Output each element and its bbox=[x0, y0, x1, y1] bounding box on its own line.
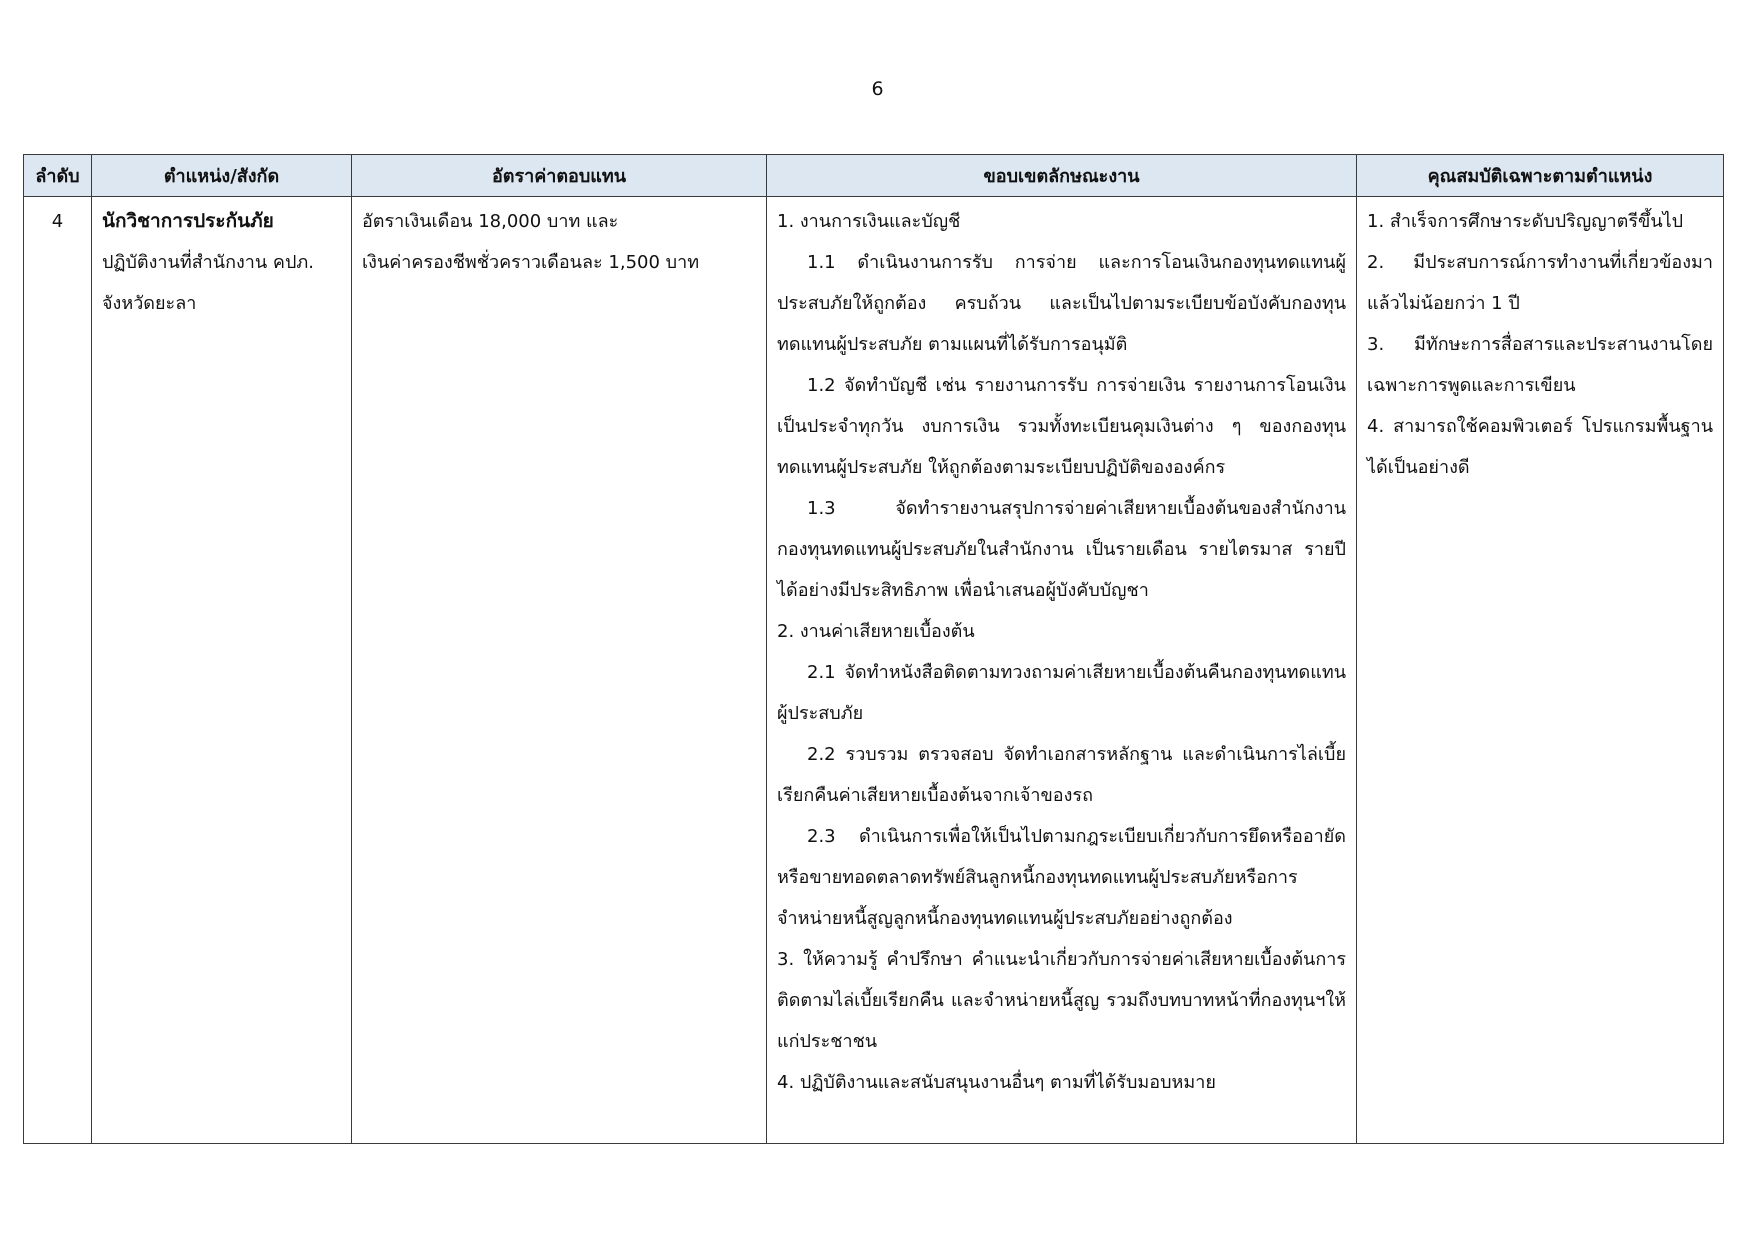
scope-item-2-3: 2.3 ดำเนินการเพื่อให้เป็นไปตามกฎระเบียบเกี่ยวกับการยึดหรืออายัดหรือขายทอดตลาดทรัพย์สินลูกหนี้กองทุนทดแทนผู้ประสบภัยหรือการจำหน่ายหนี้สูญลูกหนี้กองทุนทดแทนผู้ประสบภัยอย่างถูกต้อง bbox=[777, 826, 1346, 929]
header-qualifications: คุณสมบัติเฉพาะตามตำแหน่ง bbox=[1357, 155, 1724, 197]
job-table bbox=[23, 154, 1724, 1144]
qualification-2: 2. มีประสบการณ์การทำงานที่เกี่ยวข้องมาแล้วไม่น้อยกว่า 1 ปี bbox=[1367, 252, 1713, 314]
qualification-4: 4. สามารถใช้คอมพิวเตอร์ โปรแกรมพื้นฐาน ได้เป็นอย่างดี bbox=[1367, 416, 1713, 478]
qualification-1: 1. สำเร็จการศึกษาระดับปริญญาตรีขึ้นไป bbox=[1367, 211, 1684, 232]
scope-item-4: 4. ปฏิบัติงานและสนับสนุนงานอื่นๆ ตามที่ได้รับมอบหมาย bbox=[777, 1072, 1216, 1093]
qualification-3: 3. มีทักษะการสื่อสารและประสานงานโดยเฉพาะการพูดและการเขียน bbox=[1367, 334, 1713, 396]
position-province: จังหวัดยะลา bbox=[102, 293, 197, 314]
position-title: นักวิชาการประกันภัย bbox=[102, 210, 274, 232]
scope-item-2: 2. งานค่าเสียหายเบื้องต้น bbox=[777, 621, 975, 642]
row-number: 4 bbox=[24, 197, 92, 1144]
rate-cell bbox=[352, 197, 767, 1144]
scope-item-2-2: 2.2 รวบรวม ตรวจสอบ จัดทำเอกสารหลักฐาน และดำเนินการไล่เบี้ยเรียกคืนค่าเสียหายเบื้องต้นจากเจ้าของรถ bbox=[777, 744, 1346, 806]
table-header-row bbox=[24, 155, 1724, 197]
scope-item-1-2: 1.2 จัดทำบัญชี เช่น รายงานการรับ การจ่ายเงิน รายงานการโอนเงินเป็นประจำทุกวัน งบการเงิน รวมทั้งทะเบียนคุมเงินต่าง ๆ ของกองทุนทดแทนผู้ประสบภัย ให้ถูกต้องตามระเบียบปฏิบัติขององค์กร bbox=[777, 375, 1346, 478]
header-scope: ขอบเขตลักษณะงาน bbox=[767, 155, 1357, 197]
rate-allowance: เงินค่าครองชีพชั่วคราวเดือนละ 1,500 บาท bbox=[362, 252, 700, 273]
scope-item-1: 1. งานการเงินและบัญชี bbox=[777, 211, 961, 232]
header-rate: อัตราค่าตอบแทน bbox=[352, 155, 767, 197]
table-row bbox=[24, 197, 1724, 1144]
rate-salary: อัตราเงินเดือน 18,000 บาท และ bbox=[362, 211, 619, 232]
scope-cell bbox=[767, 197, 1357, 1144]
header-position: ตำแหน่ง/สังกัด bbox=[92, 155, 352, 197]
scope-item-3: 3. ให้ความรู้ คำปรึกษา คำแนะนำเกี่ยวกับการจ่ายค่าเสียหายเบื้องต้นการติดตามไล่เบี้ยเรียกคืน และจำหน่ายหนี้สูญ รวมถึงบทบาทหน้าที่กองทุนฯให้แก่ประชาชน bbox=[777, 949, 1346, 1052]
position-office: ปฏิบัติงานที่สำนักงาน คปภ. bbox=[102, 252, 314, 273]
scope-item-2-1: 2.1 จัดทำหนังสือติดตามทวงถามค่าเสียหายเบื้องต้นคืนกองทุนทดแทนผู้ประสบภัย bbox=[777, 662, 1346, 724]
scope-item-1-1: 1.1 ดำเนินงานการรับ การจ่าย และการโอนเงินกองทุนทดแทนผู้ประสบภัยให้ถูกต้อง ครบถ้วน และเป็นไปตามระเบียบข้อบังคับกองทุนทดแทนผู้ประสบภัย ตามแผนที่ได้รับการอนุมัติ bbox=[777, 252, 1346, 355]
qualifications-cell bbox=[1357, 197, 1724, 1144]
page-number: 6 bbox=[871, 78, 884, 100]
position-cell bbox=[92, 197, 352, 1144]
scope-item-1-3: 1.3 จัดทำรายงานสรุปการจ่ายค่าเสียหายเบื้องต้นของสำนักงานกองทุนทดแทนผู้ประสบภัยในสำนักงาน เป็นรายเดือน รายไตรมาส รายปี ได้อย่างมีประสิทธิภาพ เพื่อนำเสนอผู้บังคับบัญชา bbox=[777, 498, 1346, 601]
header-no: ลำดับ bbox=[24, 155, 92, 197]
